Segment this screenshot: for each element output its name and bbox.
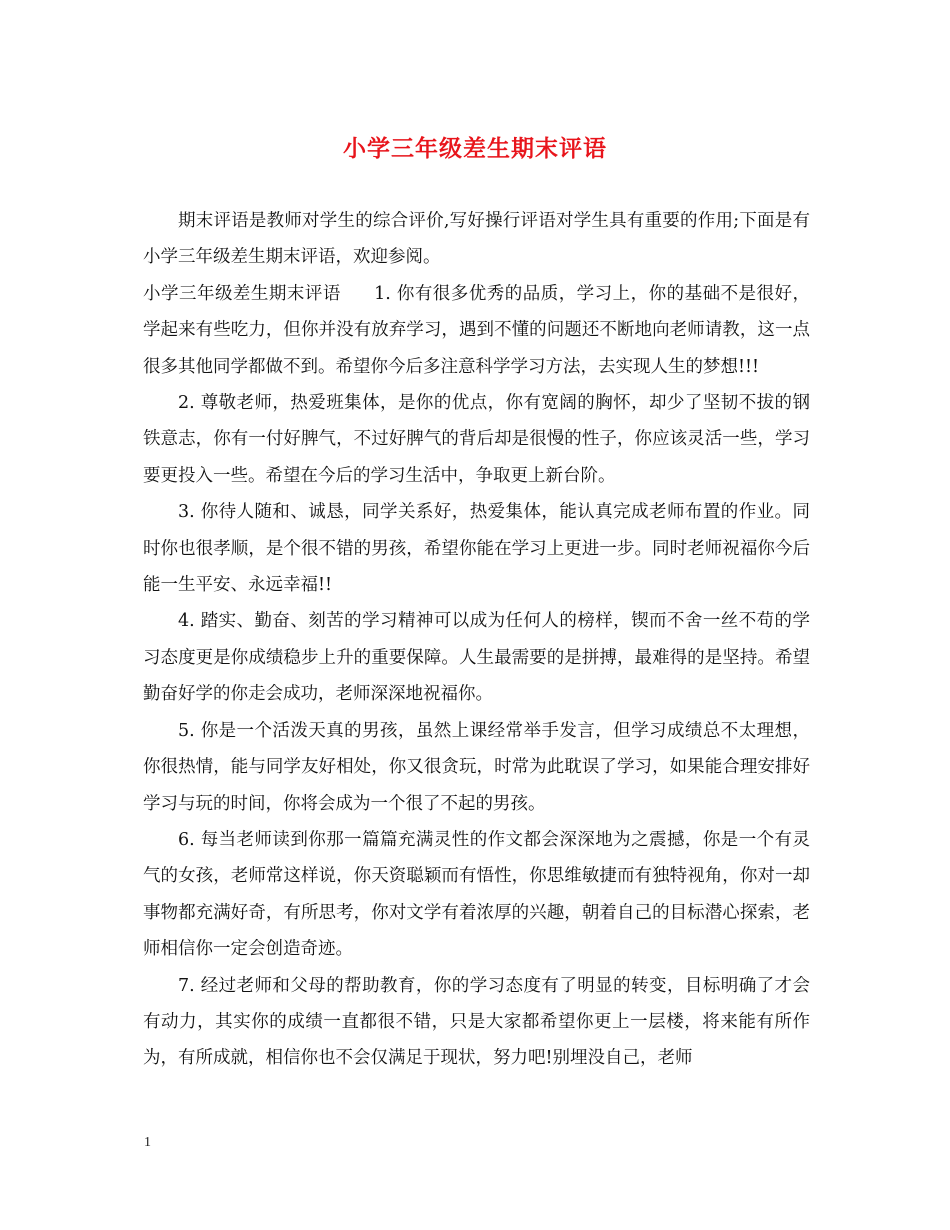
intro-paragraph: 期末评语是教师对学生的综合评价,写好操行评语对学生具有重要的作用;下面是有小学三年级差生期末评语，欢迎参阅。 — [143, 211, 810, 268]
comment-5: 5. 你是一个活泼天真的男孩，虽然上课经常举手发言，但学习成绩总不太理想，你很热情，能与同学友好相处，你又很贪玩，时常为此耽误了学习，如果能合理安排好学习与玩的时间，你将会成为一个很了不起的男孩。 — [143, 720, 810, 814]
comment-6: 6. 每当老师读到你那一篇篇充满灵性的作文都会深深地为之震撼，你是一个有灵气的女孩，老师常这样说，你天资聪颖而有悟性，你思维敏捷而有独特视角，你对一却事物都充满好奇，有所思考，你对文学有着浓厚的兴趣，朝着自己的目标潜心探索，老师相信你一定会创造奇迹。 — [143, 829, 810, 960]
document-title: 小学三年级差生期末评语 — [343, 135, 607, 162]
comment-7: 7. 经过老师和父母的帮助教育，你的学习态度有了明显的转变，目标明确了才会有动力，其实你的成绩一直都很不错，只是大家都希望你更上一层楼，将来能有所作为，有所成就，相信你也不会仅满足于现状，努力吧!别埋没自己，老师 — [143, 975, 810, 1069]
comment-2: 2. 尊敬老师，热爱班集体，是你的优点，你有宽阔的胸怀，却少了坚韧不拔的钢铁意志，你有一付好脾气，不过好脾气的背后却是很慢的性子，你应该灵活一些，学习要更投入一些。希望在今后的学习生活中，争取更上新台阶。 — [143, 393, 810, 486]
comment-1: 1. 你有很多优秀的品质，学习上，你的基础不是很好，学起来有些吃力，但你并没有放弃学习，遇到不懂的问题还不断地向老师请教，这一点很多其他同学都做不到。希望你今后多注意科学学习方法，去实现人生的梦想!!! — [143, 283, 811, 377]
comment-4: 4. 踏实、勤奋、刻苦的学习精神可以成为任何人的榜样，锲而不舍一丝不苟的学习态度更是你成绩稳步上升的重要保障。人生最需要的是拼搏，最难得的是坚持。希望勤奋好学的你走会成功，老师深深地祝福你。 — [143, 611, 810, 705]
section-heading: 小学三年级差生期末评语 — [143, 283, 341, 304]
comment-3: 3. 你待人随和、诚恳，同学关系好，热爱集体，能认真完成老师布置的作业。同时你也很孝顺，是个很不错的男孩，希望你能在学习上更进一步。同时老师祝福你今后能一生平安、永远幸福!! — [143, 502, 810, 596]
first-comment-paragraph — [143, 276, 810, 385]
document-body — [143, 203, 810, 1077]
page-number: 1 — [144, 1135, 151, 1150]
